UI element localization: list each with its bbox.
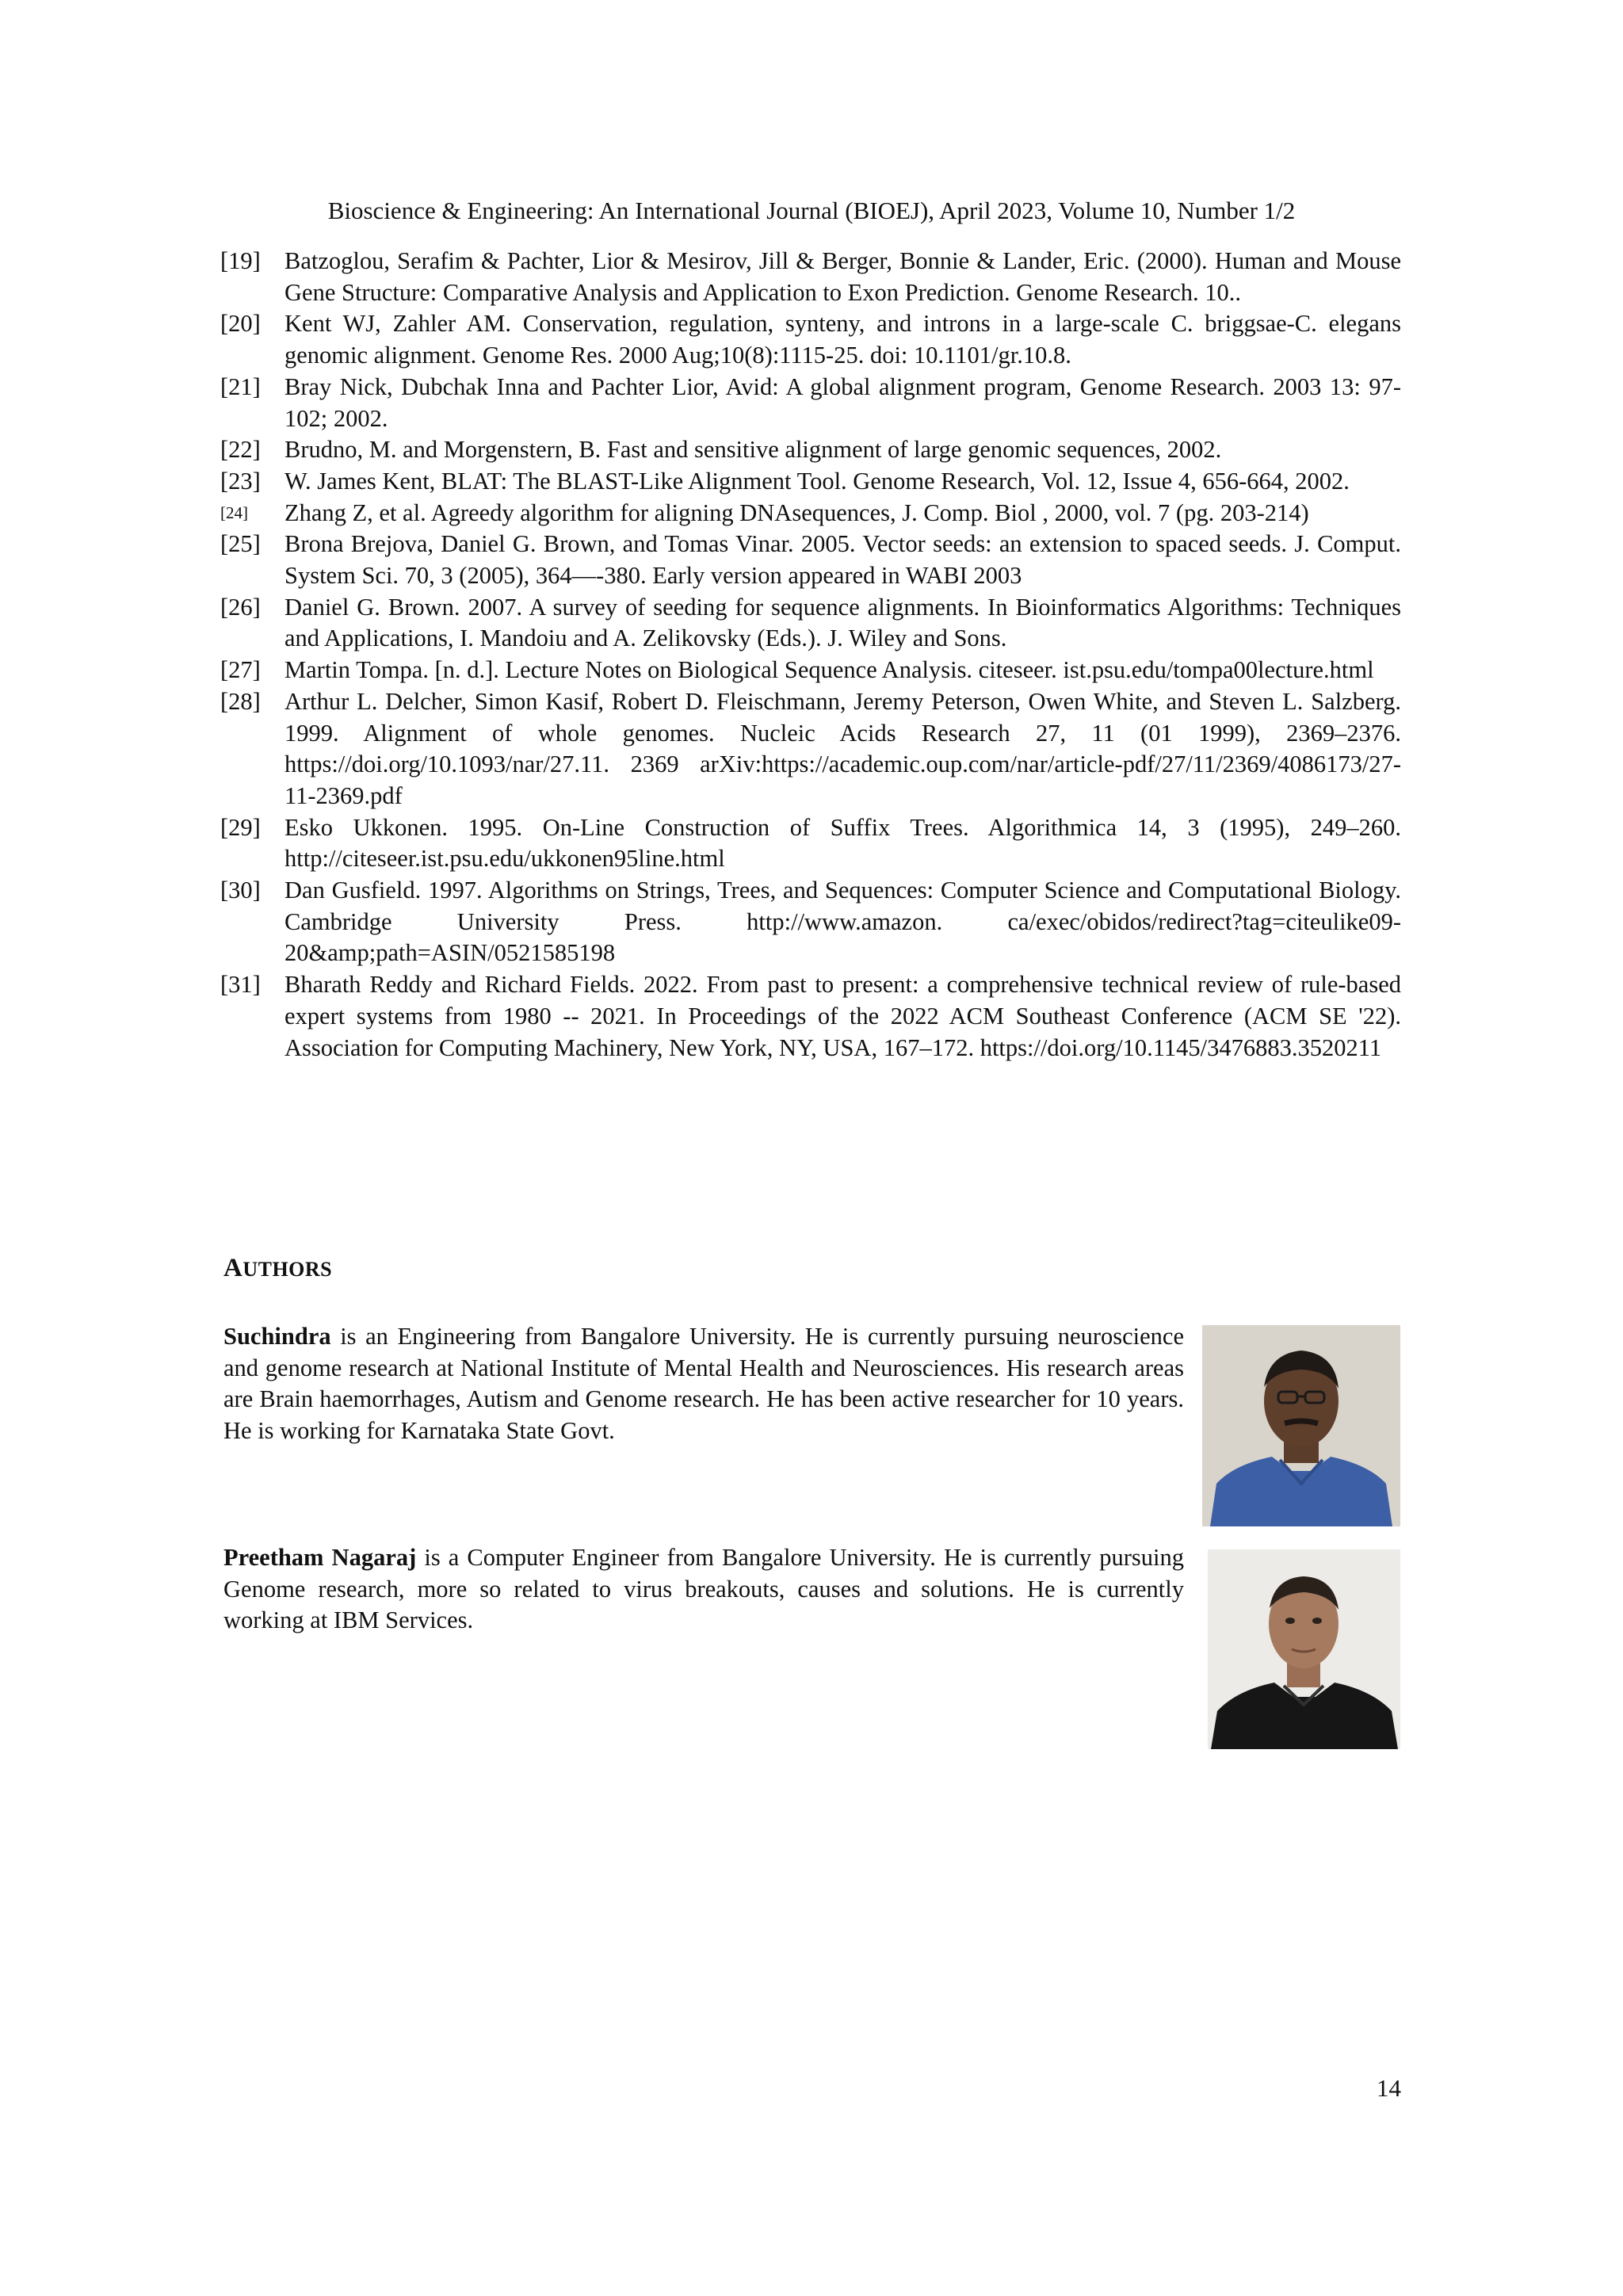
reference-number: [26] (220, 593, 261, 621)
reference-item (220, 434, 1401, 466)
reference-item (220, 812, 1401, 875)
authors-heading-initial: A (223, 1254, 243, 1282)
reference-text: Bray Nick, Dubchak Inna and Pachter Lior, Avid: A global alignment program, Genome Research. 2003 13: 97-102; 2002. (285, 372, 1401, 432)
reference-text: Brona Brejova, Daniel G. Brown, and Tomas Vinar. 2005. Vector seeds: an extension to spaced seeds. J. Comput. System Sci. 70, 3 (2005), 364—-380. Early version appeared in WABI 2003 (285, 530, 1401, 590)
reference-number: [30] (220, 877, 261, 904)
reference-item (220, 308, 1401, 371)
reference-number: [29] (220, 813, 261, 841)
authors-heading (223, 1252, 332, 1286)
reference-item (220, 592, 1401, 655)
reference-text: Zhang Z, et al. Agreedy algorithm for aligning DNAsequences, J. Comp. Biol , 2000, vol. 7 (pg. 203-214) (285, 499, 1309, 526)
reference-number: [21] (220, 372, 261, 400)
reference-text: Kent WJ, Zahler AM. Conservation, regulation, synteny, and introns in a large-scale C. briggsae-C. elegans genomic alignment. Genome Res. 2000 Aug;10(8):1115-25. doi: 10.1101/gr.10.8. (285, 310, 1401, 369)
running-header: Bioscience & Engineering: An International Journal (BIOEJ), April 2023, Volume 10, Number 1/2 (327, 197, 1296, 224)
author-photo (1202, 1325, 1400, 1526)
reference-item (220, 529, 1401, 591)
reference-text: Batzoglou, Serafim & Pachter, Lior & Mesirov, Jill & Berger, Bonnie & Lander, Eric. (2000). Human and Mouse Gene Structure: Comparative Analysis and Application to Exon Prediction. Genome Research. 10.. (285, 247, 1401, 306)
author-bio (223, 1321, 1184, 1446)
reference-text: Arthur L. Delcher, Simon Kasif, Robert D. Fleischmann, Jeremy Peterson, Owen White, and Steven L. Salzberg. 1999. Alignment of whole genomes. Nucleic Acids Research 27, 11 (01 1999), 2369–2376. https://doi.org/10.1093/nar/27.11. 2369 arXiv:https://academic.oup.com/nar/article-pdf/27/11/2369/4086173/27-11-2369.pdf (285, 687, 1401, 809)
reference-item (220, 655, 1401, 686)
reference-number: [27] (220, 656, 261, 684)
reference-text: W. James Kent, BLAT: The BLAST-Like Alignment Tool. Genome Research, Vol. 12, Issue 4, 656-664, 2002. (285, 467, 1350, 495)
reference-number: [19] (220, 247, 261, 274)
reference-text: Martin Tompa. [n. d.]. Lecture Notes on Biological Sequence Analysis. citeseer. ist.psu.edu/tompa00lecture.html (285, 656, 1374, 684)
reference-number: [24] (220, 502, 248, 522)
reference-item (220, 466, 1401, 498)
reference-item (220, 875, 1401, 969)
reference-item (220, 246, 1401, 308)
reference-item (220, 372, 1401, 434)
reference-item (220, 686, 1401, 812)
reference-number: [23] (220, 467, 261, 495)
author-bio (223, 1542, 1184, 1637)
reference-number: [31] (220, 971, 261, 999)
reference-number: [20] (220, 310, 261, 338)
author-name: Suchindra (223, 1323, 331, 1350)
author-bio-text: is a Computer Engineer from Bangalore University. He is currently pursuing Genome research, more so related to virus breakouts, causes and solutions. He is currently working at IBM Services. (223, 1544, 1184, 1633)
page-number: 14 (1377, 2074, 1401, 2102)
author-photo (1208, 1549, 1400, 1749)
reference-item (220, 498, 1401, 529)
reference-number: [22] (220, 436, 261, 464)
author-name: Preetham Nagaraj (223, 1544, 417, 1571)
reference-text: Daniel G. Brown. 2007. A survey of seeding for sequence alignments. In Bioinformatics Algorithms: Techniques and Applications, I. Mandoiu and A. Zelikovsky (Eds.). J. Wiley and Sons. (285, 593, 1401, 652)
reference-list (220, 246, 1401, 1064)
reference-text: Esko Ukkonen. 1995. On-Line Construction of Suffix Trees. Algorithmica 14, 3 (1995), 249–260. http://citeseer.ist.psu.edu/ukkonen95line.html (285, 813, 1401, 873)
reference-number: [28] (220, 687, 261, 715)
reference-text: Dan Gusfield. 1997. Algorithms on Strings, Trees, and Sequences: Computer Science and Computational Biology. Cambridge University Press. http://www.amazon. ca/exec/obidos/redirect?tag=citeulike09-20&amp;path=ASIN/0521585198 (285, 877, 1401, 967)
reference-item (220, 969, 1401, 1064)
reference-text: Brudno, M. and Morgenstern, B. Fast and sensitive alignment of large genomic sequences, 2002. (285, 436, 1222, 464)
author-bio-text: is an Engineering from Bangalore University. He is currently pursuing neuroscience and genome research at National Institute of Mental Health and Neurosciences. His research areas are Brain haemorrhages, Autism and Genome research. He has been active researcher for 10 years. He is working for Karnataka State Govt. (223, 1323, 1184, 1444)
reference-text: Bharath Reddy and Richard Fields. 2022. From past to present: a comprehensive technical review of rule-based expert systems from 1980 -- 2021. In Proceedings of the 2022 ACM Southeast Conference (ACM SE '22). Association for Computing Machinery, New York, NY, USA, 167–172. https://doi.org/10.1145/3476883.3520211 (285, 971, 1401, 1061)
authors-heading-rest: UTHORS (242, 1258, 333, 1281)
reference-number: [25] (220, 530, 261, 558)
